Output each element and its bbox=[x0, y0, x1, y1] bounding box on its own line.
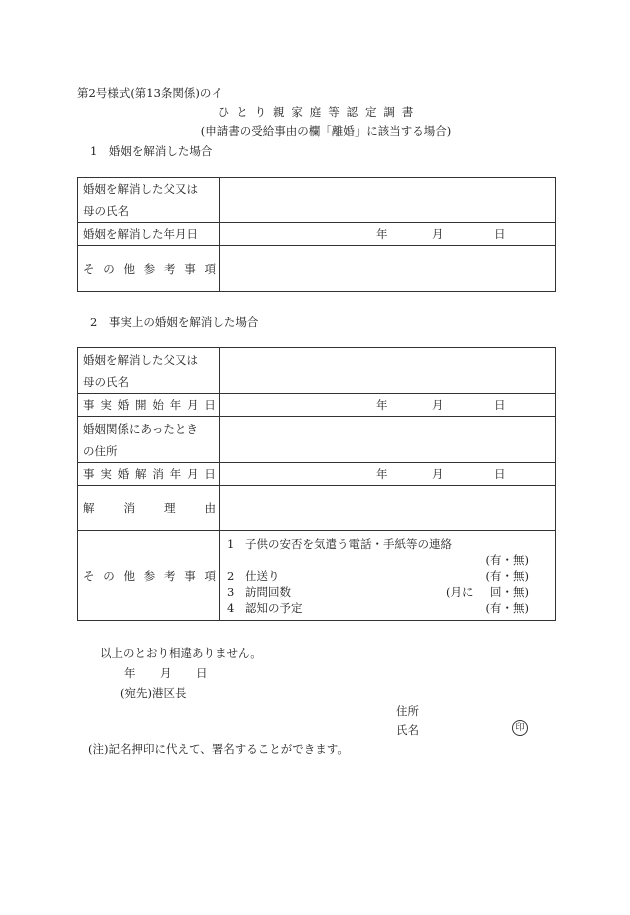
reference-items bbox=[220, 531, 556, 621]
other-label-cell bbox=[78, 246, 220, 292]
name-label-cell bbox=[78, 178, 220, 223]
footnote: (注)記名押印に代えて、署名することができます。 bbox=[88, 742, 349, 756]
name-label-line1: 婚姻を解消した父又は bbox=[83, 352, 198, 367]
item-text: 子供の安否を気遣う電話・手紙等の連絡 bbox=[245, 536, 452, 551]
name-label: 氏名 bbox=[396, 723, 419, 737]
document-subtitle: (申請書の受給事由の欄「離婚」に該当する場合) bbox=[200, 124, 452, 138]
end-date-label: 事 実 婚 解 消 年 月 日 bbox=[83, 467, 216, 481]
start-date-label-cell bbox=[78, 394, 220, 417]
name-label-line1: 婚姻を解消した父又は bbox=[83, 182, 198, 196]
addressee: (宛先)港区長 bbox=[120, 686, 187, 700]
item-number: 4 bbox=[227, 600, 235, 615]
item-text: 訪問回数 bbox=[245, 584, 291, 599]
table-row bbox=[78, 348, 556, 394]
item-number: 3 bbox=[227, 584, 235, 599]
item-text: 仕送り bbox=[245, 568, 280, 583]
item-number: 2 bbox=[227, 568, 235, 583]
address-field[interactable] bbox=[220, 417, 556, 463]
item-option[interactable]: 回・無) bbox=[490, 584, 529, 599]
list-item bbox=[220, 536, 555, 552]
item-option[interactable]: (有・無) bbox=[485, 552, 529, 567]
address-label: 住所 bbox=[396, 704, 419, 718]
table-row bbox=[78, 463, 556, 486]
reason-label: 解 消 理 由 bbox=[83, 501, 216, 515]
item-option[interactable]: (有・無) bbox=[485, 568, 529, 583]
date-field[interactable] bbox=[220, 223, 556, 246]
item-text: 認知の予定 bbox=[245, 600, 303, 615]
section1-heading: 1 婚姻を解消した場合 bbox=[90, 144, 213, 158]
other-label: そ の 他 参 考 事 項 bbox=[83, 568, 216, 583]
address-label-cell bbox=[78, 417, 220, 463]
list-item-option bbox=[220, 552, 555, 568]
name-field[interactable] bbox=[220, 178, 556, 223]
section1-table bbox=[77, 177, 556, 292]
document-title: ひとり親家庭等認定調書 bbox=[217, 105, 421, 119]
start-date-field[interactable] bbox=[220, 394, 556, 417]
table-row bbox=[78, 394, 556, 417]
reason-field[interactable] bbox=[220, 486, 556, 531]
end-date-field[interactable] bbox=[220, 463, 556, 486]
table-row bbox=[78, 531, 556, 621]
name-label-line2: 母の氏名 bbox=[83, 204, 129, 218]
list-item bbox=[220, 600, 555, 616]
section2-table bbox=[77, 347, 556, 621]
table-row bbox=[78, 223, 556, 246]
address-label-line2: の住所 bbox=[83, 443, 118, 458]
address-label-line1: 婚姻関係にあったとき bbox=[83, 421, 198, 436]
month-unit: 月 bbox=[432, 227, 444, 241]
item-per-month: (月に bbox=[446, 584, 474, 599]
other-label-cell bbox=[78, 531, 220, 621]
footer-month-unit: 月 bbox=[160, 666, 172, 680]
seal-icon: 印 bbox=[512, 720, 528, 736]
other-label: そ の 他 参 考 事 項 bbox=[83, 261, 216, 276]
month-unit: 月 bbox=[432, 467, 444, 481]
reason-label-cell bbox=[78, 486, 220, 531]
date-label: 婚姻を解消した年月日 bbox=[78, 223, 220, 246]
day-unit: 日 bbox=[494, 227, 506, 241]
other-field[interactable] bbox=[220, 246, 556, 292]
list-item bbox=[220, 584, 555, 600]
year-unit: 年 bbox=[376, 227, 388, 241]
table-row bbox=[78, 178, 556, 223]
end-date-label-cell bbox=[78, 463, 220, 486]
start-date-label: 事 実 婚 開 始 年 月 日 bbox=[83, 398, 216, 412]
item-number: 1 bbox=[227, 536, 235, 551]
year-unit: 年 bbox=[376, 467, 388, 481]
table-row bbox=[78, 246, 556, 292]
section2-heading: 2 事実上の婚姻を解消した場合 bbox=[90, 315, 259, 329]
footer-day-unit: 日 bbox=[196, 666, 208, 680]
month-unit: 月 bbox=[432, 398, 444, 412]
day-unit: 日 bbox=[494, 467, 506, 481]
form-number: 第2号様式(第13条関係)のイ bbox=[77, 86, 223, 100]
item-option[interactable]: (有・無) bbox=[485, 600, 529, 615]
table-row bbox=[78, 417, 556, 463]
name-label-line2: 母の氏名 bbox=[83, 374, 129, 389]
table-row bbox=[78, 486, 556, 531]
footer-year-unit: 年 bbox=[124, 666, 136, 680]
name-field[interactable] bbox=[220, 348, 556, 394]
declaration-text: 以上のとおり相違ありません。 bbox=[100, 646, 262, 660]
day-unit: 日 bbox=[494, 398, 506, 412]
list-item bbox=[220, 568, 555, 584]
name-label-cell bbox=[78, 348, 220, 394]
year-unit: 年 bbox=[376, 398, 388, 412]
